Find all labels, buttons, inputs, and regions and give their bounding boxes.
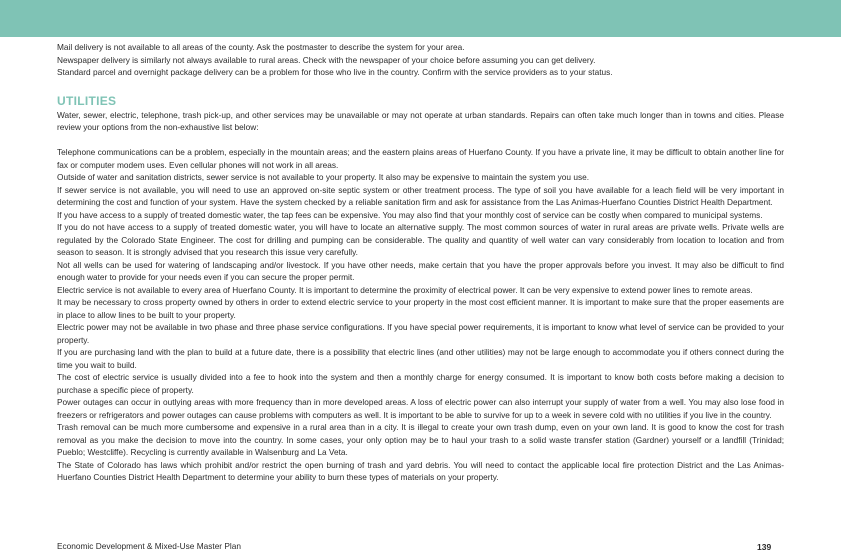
page-number: 139	[757, 542, 772, 552]
utilities-paragraph: If you do not have access to a supply of treated domestic water, you will have to locate an alternative supply. The most common sources of water in rural areas are private wells. Private wells are regulated by the Colorado State Engineer. The cost for drilling and pumping can be considerable. The quality and quantity of well water can vary considerably from location to location and from season to season. It is strongly advised that you research this issue very carefully.	[57, 222, 784, 257]
utilities-paragraph: Not all wells can be used for watering of landscaping and/or livestock. If you have other needs, make certain that you have the proper approvals before you invest. It may also be difficult to find enough water to provide for your needs even if you can secure the proper permit.	[57, 259, 784, 282]
intro-paragraph: Standard parcel and overnight package delivery can be a problem for those who live in the country. Confirm with the service providers as to your status.	[57, 67, 613, 77]
utilities-paragraph: If you have access to a supply of treated domestic water, the tap fees can be expensive. You may also find that your monthly cost of service can be costly when compared to municipal systems.	[57, 209, 763, 220]
header-band	[0, 0, 841, 37]
utilities-paragraph: Outside of water and sanitation districts, sewer service is not available to your property. It also may be expensive to maintain the system you use.	[57, 172, 590, 182]
utilities-paragraph: The cost of electric service is usually divided into a fee to hook into the system and then a monthly charge for energy consumed. It is important to know both costs before making a decision to purchase a specific piece of property.	[57, 372, 784, 395]
utilities-paragraph: Electric power may not be available in two phase and three phase service configurations. If you have special power requirements, it is important to know what level of service can be provided to your property.	[57, 322, 784, 345]
utilities-paragraph: Telephone communications can be a problem, especially in the mountain areas; and the eastern plains areas of Huerfano County. If you have a private line, it may be difficult to obtain another line for fax or computer modem uses. Even cellular phones will not work in all areas.	[57, 147, 784, 170]
utilities-paragraph: Electric service is not available to every area of Huerfano County. It is important to determine the proximity of electrical power. It can be very expensive to extend power lines to remote areas.	[57, 284, 753, 295]
utilities-paragraph: If sewer service is not available, you will need to use an approved on-site septic system or other treatment process. The type of soil you have available for a leach field will be very important in determining the cost and function of your system. Have the system checked by a reliable sanitation firm and ask for assistance from the Las Animas-Huerfano Counties District Health Department.	[57, 184, 784, 207]
utilities-paragraph: Trash removal can be much more cumbersome and expensive in a rural area than in a city. It is illegal to create your own trash dump, even on your own land. It is good to know the cost for trash removal as you make the decision to move into the country. In some cases, your only option may be to haul your trash to a solid waste transfer station (Gardner) yourself or a landfill (Trinidad; Pueblo; Westcliffe). Recycling is currently available in Walsenburg and La Veta.	[57, 422, 784, 457]
intro-paragraph: Newspaper delivery is similarly not always available to rural areas. Check with the newspaper of your choice before assuming you can get delivery.	[57, 54, 596, 65]
section-title-utilities: UTILITIES	[57, 93, 117, 108]
page-content	[57, 41, 784, 484]
footer-document-title: Economic Development & Mixed-Use Master Plan	[57, 541, 241, 551]
utilities-paragraph: If you are purchasing land with the plan to build at a future date, there is a possibility that electric lines (and other utilities) may not be large enough to accommodate you if others connect during the time you wait to build.	[57, 347, 784, 370]
utilities-paragraph: Power outages can occur in outlying areas with more frequency than in more developed areas. A loss of electric power can also interrupt your supply of water from a well. You may also lose food in freezers or refrigerators and power outages can cause problems with computers as well. It is important to be able to survive for up to a week in severe cold with no utilities if you live in the country.	[57, 397, 784, 420]
utilities-paragraph: The State of Colorado has laws which prohibit and/or restrict the open burning of trash and yard debris. You will need to contact the applicable local fire protection District and the Las Animas-Huerfano Counties District Health Department to determine your ability to burn these types of materials on your property.	[57, 459, 784, 482]
paragraph-spacer	[57, 134, 784, 147]
intro-paragraph: Mail delivery is not available to all areas of the county. Ask the postmaster to describe the system for your area.	[57, 42, 465, 52]
utilities-lead-paragraph: Water, sewer, electric, telephone, trash pick-up, and other services may be unavailable or may not operate at urban standards. Repairs can often take much longer than in towns and cities. Please review your options from the non-exhaustive list below:	[57, 109, 784, 132]
utilities-paragraph: It may be necessary to cross property owned by others in order to extend electric service to your property in the most cost efficient manner. It is important to make sure that the proper easements are in place to allow lines to be built to your property.	[57, 297, 784, 320]
